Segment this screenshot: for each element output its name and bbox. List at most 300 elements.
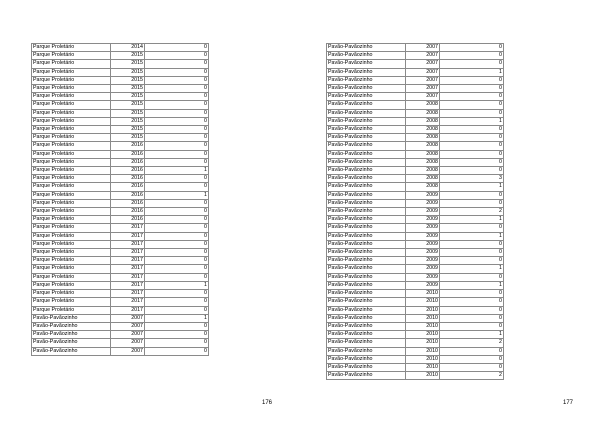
table-row [327, 60, 504, 68]
year-cell: 2009 [406, 216, 440, 224]
table-row [32, 101, 209, 109]
table-row [32, 240, 209, 248]
table-row [32, 306, 209, 314]
community-cell: Pavão-Pavãozinho [327, 191, 406, 199]
value-cell: 0 [145, 199, 209, 207]
value-cell: 1 [440, 331, 504, 339]
year-cell: 2010 [406, 290, 440, 298]
year-cell: 2008 [406, 158, 440, 166]
value-cell: 0 [440, 85, 504, 93]
value-cell: 1 [440, 68, 504, 76]
year-cell: 2008 [406, 101, 440, 109]
community-cell: Pavão-Pavãozinho [327, 232, 406, 240]
table-row [327, 306, 504, 314]
value-cell: 0 [145, 331, 209, 339]
community-cell: Pavão-Pavãozinho [327, 175, 406, 183]
table-row [327, 224, 504, 232]
year-cell: 2010 [406, 314, 440, 322]
year-cell: 2016 [111, 158, 145, 166]
table-row [327, 85, 504, 93]
table-row [32, 339, 209, 347]
year-cell: 2017 [111, 240, 145, 248]
year-cell: 2009 [406, 224, 440, 232]
value-cell: 0 [145, 339, 209, 347]
table-row [32, 167, 209, 175]
community-cell: Pavão-Pavãozinho [327, 76, 406, 84]
community-cell: Pavão-Pavãozinho [327, 339, 406, 347]
table-row [327, 199, 504, 207]
value-cell: 0 [440, 101, 504, 109]
year-cell: 2009 [406, 249, 440, 257]
community-cell: Pavão-Pavãozinho [327, 158, 406, 166]
table-row [327, 257, 504, 265]
value-cell: 0 [145, 85, 209, 93]
community-cell: Pavão-Pavãozinho [327, 44, 406, 52]
community-cell: Pavão-Pavãozinho [32, 322, 111, 330]
community-cell: Pavão-Pavãozinho [327, 101, 406, 109]
year-cell: 2010 [406, 363, 440, 371]
value-cell: 2 [440, 372, 504, 380]
year-cell: 2017 [111, 273, 145, 281]
value-cell: 0 [145, 183, 209, 191]
value-cell: 0 [440, 224, 504, 232]
value-cell: 0 [440, 355, 504, 363]
data-table [326, 43, 504, 380]
community-cell: Pavão-Pavãozinho [327, 347, 406, 355]
year-cell: 2009 [406, 257, 440, 265]
value-cell: 0 [145, 126, 209, 134]
table-row [327, 355, 504, 363]
value-cell: 0 [440, 290, 504, 298]
community-cell: Parque Proletário [32, 273, 111, 281]
year-cell: 2008 [406, 150, 440, 158]
table-row [327, 101, 504, 109]
table-row [327, 167, 504, 175]
year-cell: 2016 [111, 175, 145, 183]
year-cell: 2008 [406, 126, 440, 134]
community-cell: Pavão-Pavãozinho [327, 331, 406, 339]
community-cell: Pavão-Pavãozinho [32, 314, 111, 322]
value-cell: 0 [145, 109, 209, 117]
table-row [327, 142, 504, 150]
value-cell: 0 [145, 265, 209, 273]
community-cell: Pavão-Pavãozinho [327, 85, 406, 93]
year-cell: 2015 [111, 68, 145, 76]
value-cell: 1 [145, 167, 209, 175]
year-cell: 2010 [406, 306, 440, 314]
table-row [327, 191, 504, 199]
table-row [32, 150, 209, 158]
table-row [32, 322, 209, 330]
value-cell: 1 [440, 216, 504, 224]
community-cell: Parque Proletário [32, 249, 111, 257]
community-cell: Parque Proletário [32, 257, 111, 265]
year-cell: 2007 [406, 60, 440, 68]
community-cell: Pavão-Pavãozinho [327, 208, 406, 216]
community-cell: Parque Proletário [32, 199, 111, 207]
value-cell: 0 [440, 76, 504, 84]
table-row [327, 117, 504, 125]
year-cell: 2010 [406, 322, 440, 330]
table-row [327, 158, 504, 166]
year-cell: 2008 [406, 109, 440, 117]
year-cell: 2017 [111, 265, 145, 273]
community-cell: Pavão-Pavãozinho [327, 265, 406, 273]
table-body [327, 44, 504, 380]
year-cell: 2015 [111, 52, 145, 60]
table-row [32, 249, 209, 257]
table-row [327, 249, 504, 257]
value-cell: 1 [440, 117, 504, 125]
table-row [327, 44, 504, 52]
community-cell: Pavão-Pavãozinho [327, 126, 406, 134]
table-row [327, 52, 504, 60]
table-row [327, 134, 504, 142]
table-row [32, 158, 209, 166]
year-cell: 2007 [111, 347, 145, 355]
year-cell: 2015 [111, 117, 145, 125]
table-row [327, 109, 504, 117]
value-cell: 2 [440, 339, 504, 347]
year-cell: 2007 [406, 52, 440, 60]
year-cell: 2016 [111, 199, 145, 207]
community-cell: Parque Proletário [32, 240, 111, 248]
community-cell: Pavão-Pavãozinho [327, 183, 406, 191]
value-cell: 1 [440, 232, 504, 240]
community-cell: Pavão-Pavãozinho [327, 60, 406, 68]
community-cell: Parque Proletário [32, 208, 111, 216]
value-cell: 0 [145, 232, 209, 240]
year-cell: 2015 [111, 76, 145, 84]
community-cell: Pavão-Pavãozinho [327, 363, 406, 371]
value-cell: 0 [440, 314, 504, 322]
table-row [327, 126, 504, 134]
community-cell: Pavão-Pavãozinho [327, 199, 406, 207]
value-cell: 0 [145, 117, 209, 125]
value-cell: 0 [440, 347, 504, 355]
year-cell: 2015 [111, 109, 145, 117]
year-cell: 2007 [406, 44, 440, 52]
community-cell: Parque Proletário [32, 216, 111, 224]
value-cell: 1 [440, 281, 504, 289]
community-cell: Pavão-Pavãozinho [327, 322, 406, 330]
table-row [32, 117, 209, 125]
community-cell: Pavão-Pavãozinho [327, 281, 406, 289]
value-cell: 0 [145, 52, 209, 60]
community-cell: Pavão-Pavãozinho [327, 68, 406, 76]
community-cell: Pavão-Pavãozinho [327, 290, 406, 298]
table-row [32, 175, 209, 183]
value-cell: 0 [145, 208, 209, 216]
community-cell: Parque Proletário [32, 68, 111, 76]
community-cell: Pavão-Pavãozinho [327, 150, 406, 158]
table-row [327, 331, 504, 339]
table-row [32, 126, 209, 134]
value-cell: 1 [440, 183, 504, 191]
community-cell: Parque Proletário [32, 290, 111, 298]
value-cell: 0 [145, 216, 209, 224]
table-row [327, 339, 504, 347]
table-row [32, 191, 209, 199]
table-row [32, 273, 209, 281]
year-cell: 2008 [406, 117, 440, 125]
value-cell: 0 [440, 322, 504, 330]
value-cell: 0 [440, 249, 504, 257]
value-cell: 0 [440, 167, 504, 175]
year-cell: 2017 [111, 249, 145, 257]
year-cell: 2016 [111, 142, 145, 150]
community-cell: Parque Proletário [32, 232, 111, 240]
community-cell: Parque Proletário [32, 126, 111, 134]
community-cell: Parque Proletário [32, 281, 111, 289]
value-cell: 0 [145, 257, 209, 265]
table-row [327, 347, 504, 355]
value-cell: 0 [145, 76, 209, 84]
value-cell: 0 [145, 240, 209, 248]
table-row [327, 76, 504, 84]
year-cell: 2015 [111, 60, 145, 68]
year-cell: 2008 [406, 134, 440, 142]
community-cell: Pavão-Pavãozinho [327, 298, 406, 306]
table-row [32, 85, 209, 93]
value-cell: 1 [145, 281, 209, 289]
year-cell: 2016 [111, 167, 145, 175]
year-cell: 2015 [111, 101, 145, 109]
year-cell: 2010 [406, 339, 440, 347]
value-cell: 0 [440, 158, 504, 166]
community-cell: Parque Proletário [32, 183, 111, 191]
table-row [32, 93, 209, 101]
year-cell: 2016 [111, 191, 145, 199]
community-cell: Pavão-Pavãozinho [327, 224, 406, 232]
table-row [32, 347, 209, 355]
table-row [327, 322, 504, 330]
value-cell: 0 [145, 158, 209, 166]
community-cell: Pavão-Pavãozinho [327, 216, 406, 224]
table-row [327, 290, 504, 298]
table-row [32, 60, 209, 68]
table-row [32, 134, 209, 142]
year-cell: 2015 [111, 134, 145, 142]
community-cell: Pavão-Pavãozinho [327, 257, 406, 265]
table-row [32, 76, 209, 84]
table-row [327, 232, 504, 240]
page-number: 176 [262, 400, 273, 406]
year-cell: 2009 [406, 191, 440, 199]
value-cell: 0 [440, 240, 504, 248]
value-cell: 0 [145, 44, 209, 52]
community-cell: Pavão-Pavãozinho [327, 142, 406, 150]
community-cell: Pavão-Pavãozinho [327, 249, 406, 257]
data-table [31, 43, 209, 356]
table-row [32, 183, 209, 191]
table-row [327, 363, 504, 371]
year-cell: 2010 [406, 355, 440, 363]
table-row [327, 175, 504, 183]
year-cell: 2015 [111, 85, 145, 93]
community-cell: Parque Proletário [32, 175, 111, 183]
value-cell: 0 [145, 290, 209, 298]
value-cell: 0 [440, 199, 504, 207]
table-row [327, 372, 504, 380]
community-cell: Parque Proletário [32, 76, 111, 84]
year-cell: 2007 [111, 322, 145, 330]
year-cell: 2009 [406, 265, 440, 273]
value-cell: 0 [440, 93, 504, 101]
community-cell: Pavão-Pavãozinho [32, 331, 111, 339]
value-cell: 0 [440, 60, 504, 68]
year-cell: 2016 [111, 150, 145, 158]
value-cell: 0 [440, 109, 504, 117]
table-row [32, 224, 209, 232]
year-cell: 2007 [111, 314, 145, 322]
community-cell: Parque Proletário [32, 60, 111, 68]
year-cell: 2017 [111, 298, 145, 306]
table-row [327, 183, 504, 191]
table-row [327, 68, 504, 76]
page-right [300, 0, 600, 424]
value-cell: 0 [145, 60, 209, 68]
year-cell: 2015 [111, 93, 145, 101]
community-cell: Pavão-Pavãozinho [327, 273, 406, 281]
community-cell: Pavão-Pavãozinho [32, 347, 111, 355]
year-cell: 2009 [406, 281, 440, 289]
year-cell: 2008 [406, 175, 440, 183]
value-cell: 3 [440, 175, 504, 183]
year-cell: 2008 [406, 167, 440, 175]
table-row [32, 257, 209, 265]
table-row [32, 265, 209, 273]
year-cell: 2017 [111, 306, 145, 314]
value-cell: 1 [145, 191, 209, 199]
community-cell: Pavão-Pavãozinho [327, 109, 406, 117]
value-cell: 0 [440, 44, 504, 52]
table-row [32, 44, 209, 52]
year-cell: 2017 [111, 257, 145, 265]
community-cell: Parque Proletário [32, 142, 111, 150]
value-cell: 0 [440, 191, 504, 199]
community-cell: Pavão-Pavãozinho [32, 339, 111, 347]
value-cell: 0 [440, 134, 504, 142]
community-cell: Pavão-Pavãozinho [327, 240, 406, 248]
value-cell: 0 [440, 126, 504, 134]
table-row [32, 199, 209, 207]
value-cell: 0 [145, 322, 209, 330]
community-cell: Parque Proletário [32, 93, 111, 101]
community-cell: Pavão-Pavãozinho [327, 355, 406, 363]
community-cell: Parque Proletário [32, 101, 111, 109]
year-cell: 2017 [111, 281, 145, 289]
year-cell: 2007 [406, 93, 440, 101]
value-cell: 0 [145, 93, 209, 101]
community-cell: Parque Proletário [32, 117, 111, 125]
community-cell: Parque Proletário [32, 52, 111, 60]
value-cell: 0 [145, 142, 209, 150]
value-cell: 0 [145, 298, 209, 306]
community-cell: Parque Proletário [32, 167, 111, 175]
table-row [327, 314, 504, 322]
page-number: 177 [563, 400, 574, 406]
value-cell: 0 [145, 101, 209, 109]
value-cell: 0 [145, 347, 209, 355]
value-cell: 0 [145, 150, 209, 158]
year-cell: 2007 [111, 331, 145, 339]
community-cell: Parque Proletário [32, 158, 111, 166]
table-row [32, 68, 209, 76]
table-row [32, 52, 209, 60]
community-cell: Pavão-Pavãozinho [327, 306, 406, 314]
table-row [327, 298, 504, 306]
community-cell: Pavão-Pavãozinho [327, 134, 406, 142]
year-cell: 2007 [406, 85, 440, 93]
table-row [327, 281, 504, 289]
community-cell: Parque Proletário [32, 134, 111, 142]
value-cell: 0 [440, 273, 504, 281]
year-cell: 2010 [406, 331, 440, 339]
table-row [32, 281, 209, 289]
community-cell: Parque Proletário [32, 85, 111, 93]
community-cell: Parque Proletário [32, 44, 111, 52]
community-cell: Parque Proletário [32, 224, 111, 232]
value-cell: 0 [440, 257, 504, 265]
table-row [327, 216, 504, 224]
year-cell: 2010 [406, 347, 440, 355]
value-cell: 0 [145, 273, 209, 281]
value-cell: 0 [145, 68, 209, 76]
year-cell: 2007 [406, 76, 440, 84]
value-cell: 0 [440, 150, 504, 158]
table-row [32, 314, 209, 322]
community-cell: Parque Proletário [32, 298, 111, 306]
value-cell: 0 [145, 134, 209, 142]
value-cell: 0 [440, 298, 504, 306]
table-row [32, 216, 209, 224]
community-cell: Pavão-Pavãozinho [327, 52, 406, 60]
year-cell: 2008 [406, 142, 440, 150]
table-row [32, 142, 209, 150]
value-cell: 0 [440, 306, 504, 314]
year-cell: 2016 [111, 208, 145, 216]
table-row [32, 232, 209, 240]
year-cell: 2007 [111, 339, 145, 347]
value-cell: 0 [145, 249, 209, 257]
year-cell: 2009 [406, 208, 440, 216]
table-row [327, 265, 504, 273]
value-cell: 0 [145, 306, 209, 314]
year-cell: 2009 [406, 199, 440, 207]
value-cell: 1 [440, 265, 504, 273]
community-cell: Pavão-Pavãozinho [327, 314, 406, 322]
year-cell: 2017 [111, 224, 145, 232]
community-cell: Parque Proletário [32, 265, 111, 273]
year-cell: 2017 [111, 232, 145, 240]
year-cell: 2016 [111, 216, 145, 224]
value-cell: 0 [145, 175, 209, 183]
table-body [32, 44, 209, 356]
year-cell: 2008 [406, 183, 440, 191]
table-row [32, 109, 209, 117]
community-cell: Pavão-Pavãozinho [327, 372, 406, 380]
community-cell: Pavão-Pavãozinho [327, 93, 406, 101]
table-row [32, 290, 209, 298]
value-cell: 0 [440, 52, 504, 60]
value-cell: 0 [440, 363, 504, 371]
year-cell: 2014 [111, 44, 145, 52]
community-cell: Parque Proletário [32, 191, 111, 199]
community-cell: Pavão-Pavãozinho [327, 117, 406, 125]
year-cell: 2007 [406, 68, 440, 76]
community-cell: Parque Proletário [32, 109, 111, 117]
